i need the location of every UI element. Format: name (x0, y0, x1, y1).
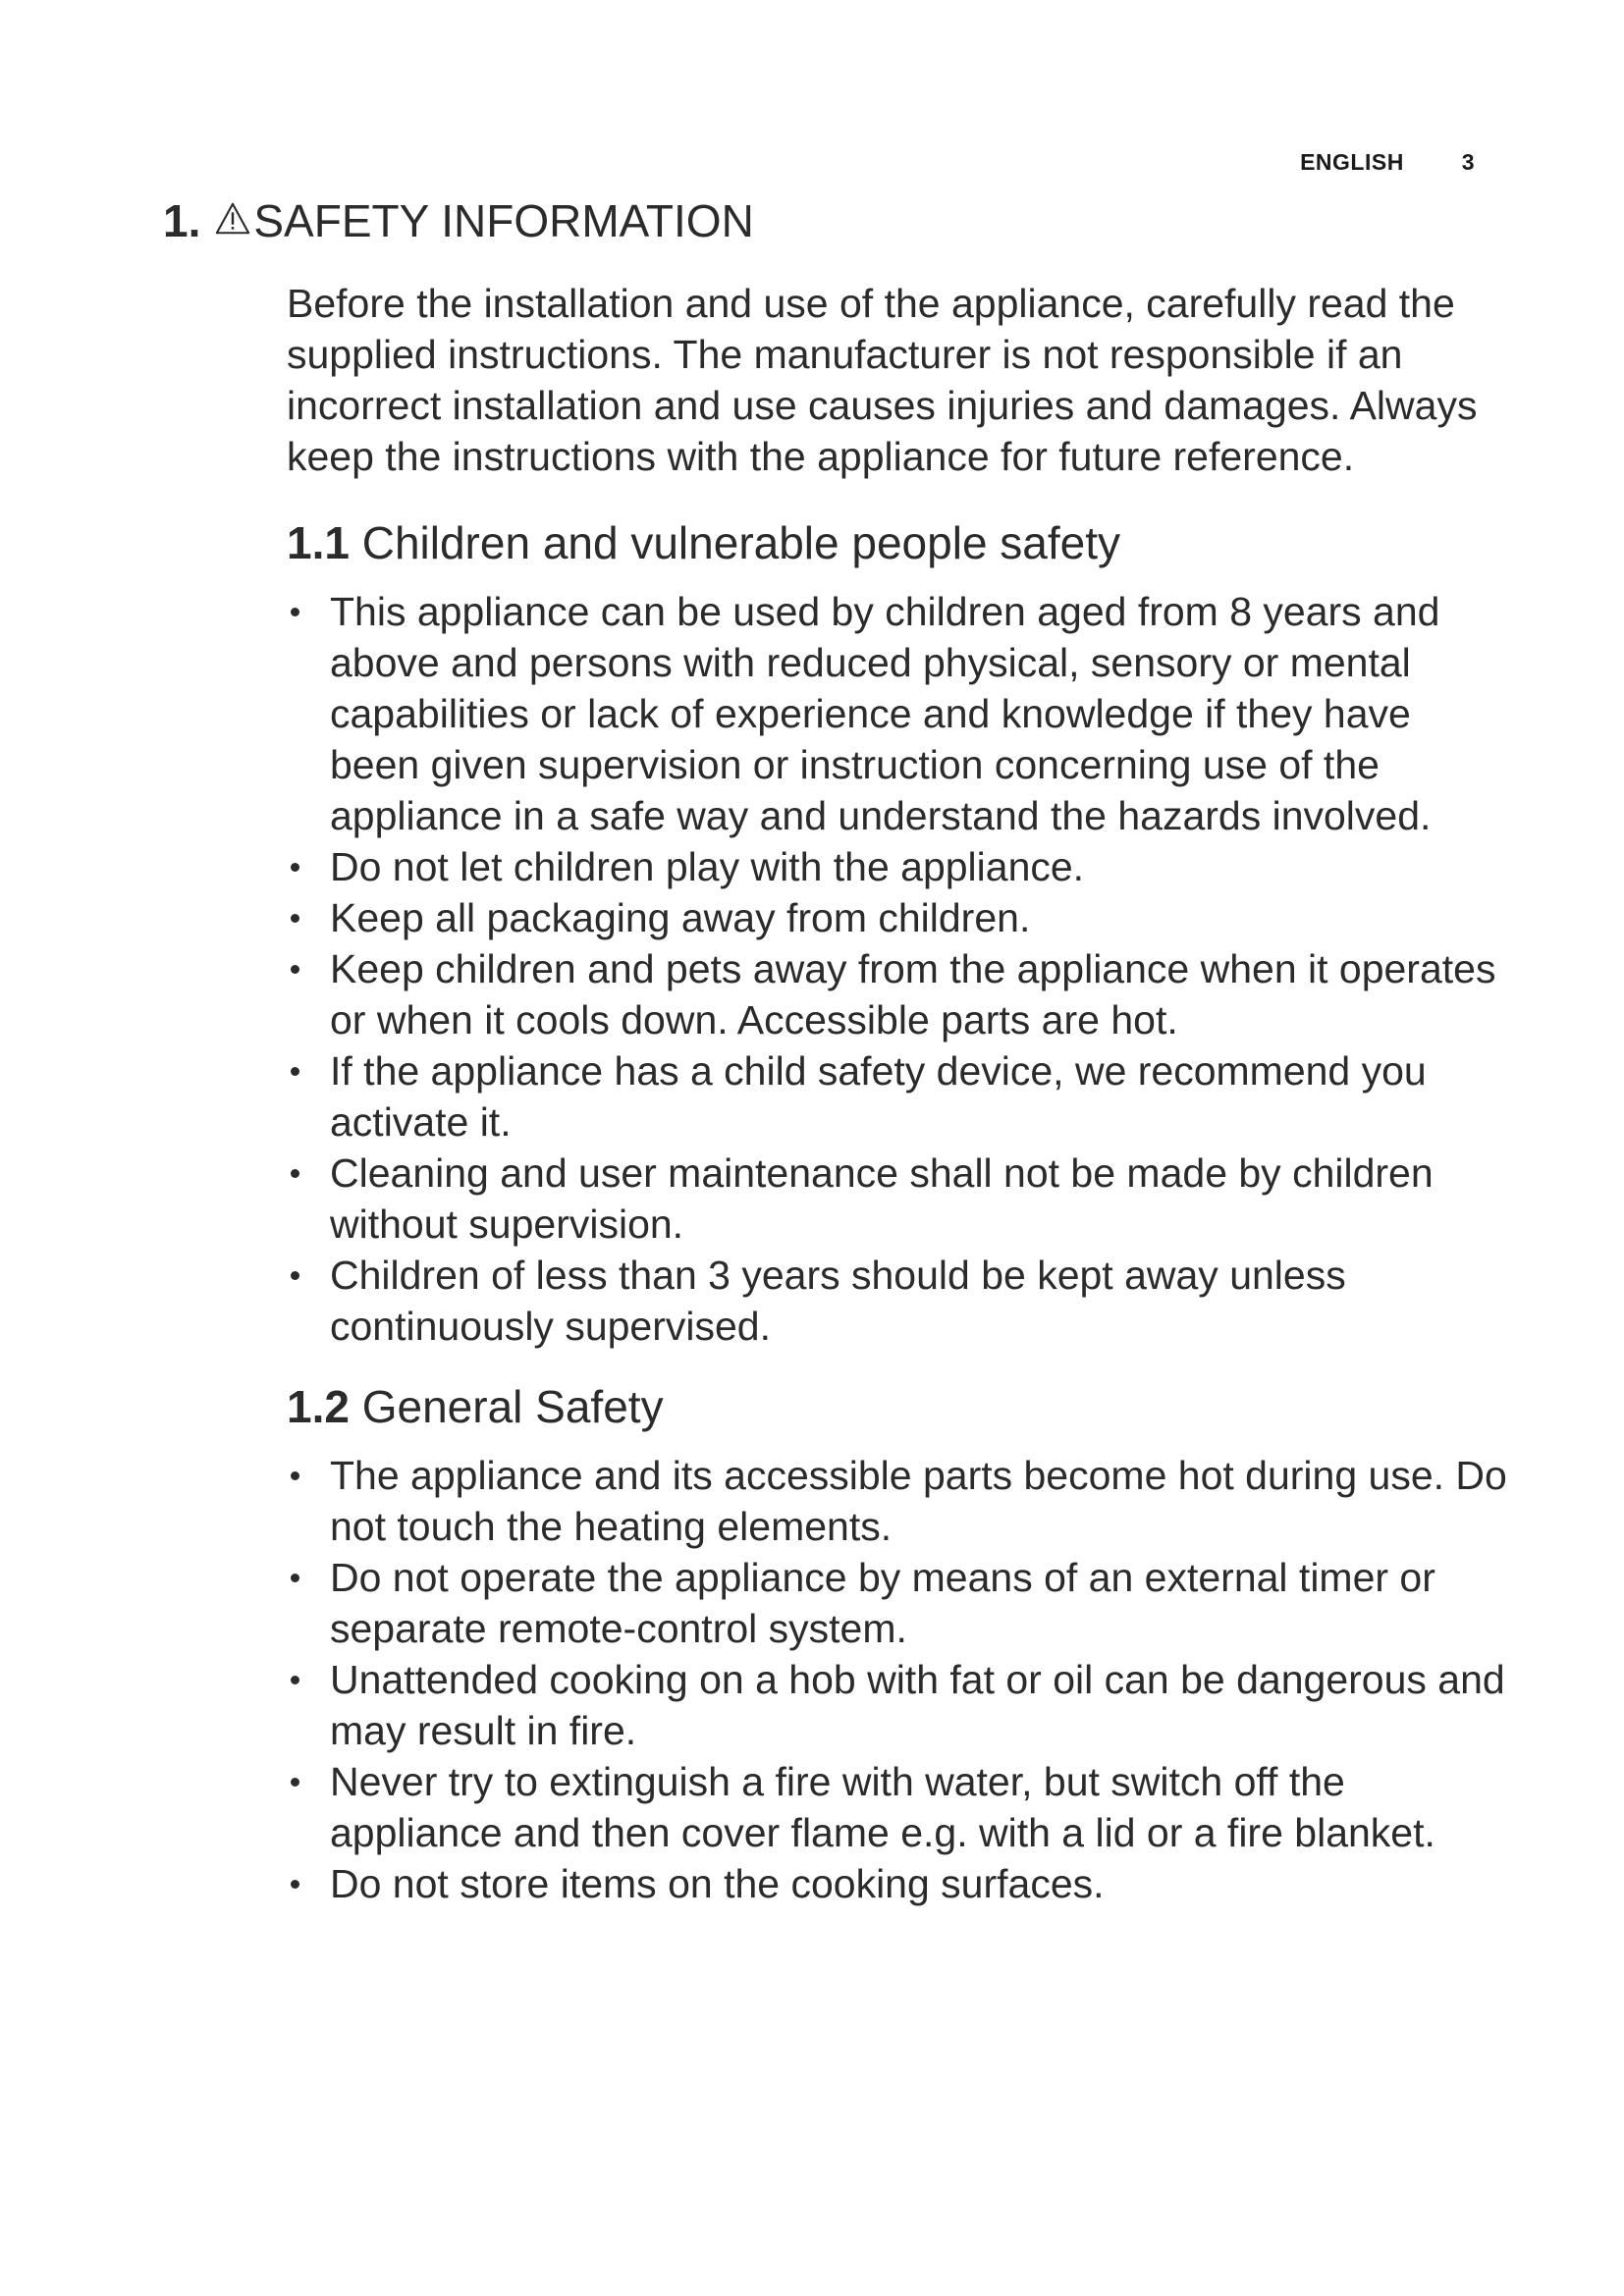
bullet-icon (291, 1471, 299, 1480)
section-title-1-2 (287, 1379, 1494, 1434)
section-title-text: General Safety (361, 1381, 664, 1432)
running-header (1300, 149, 1475, 176)
list-item: Do not operate the appliance by means of an external timer or separate remote-control system. (287, 1552, 1508, 1654)
list-item: Never try to extinguish a fire with water, but switch off the appliance and then cover flame e.g. with a lid or a fire blanket. (287, 1756, 1508, 1858)
children-safety-list (287, 586, 1494, 1352)
section-title-1-1 (287, 515, 1494, 570)
list-item: Children of less than 3 years should be kept away unless continuously supervised. (287, 1250, 1508, 1352)
bullet-icon (291, 1880, 299, 1889)
chapter-number: 1. (163, 195, 201, 246)
bullet-icon (291, 1169, 299, 1178)
bullet-icon (291, 863, 299, 872)
main-content (287, 278, 1507, 1909)
list-item: Do not store items on the cooking surfaces. (287, 1858, 1508, 1909)
language-label: ENGLISH (1300, 149, 1404, 175)
chapter-title (163, 194, 754, 247)
bullet-icon (291, 1574, 299, 1582)
chapter-title-text: SAFETY INFORMATION (253, 195, 754, 246)
page-number: 3 (1461, 149, 1475, 175)
bullet-icon (291, 608, 299, 616)
list-item: If the appliance has a child safety device, we recommend you activate it. (287, 1045, 1508, 1148)
section-title-text: Children and vulnerable people safety (361, 517, 1121, 568)
section-number: 1.2 (287, 1381, 350, 1432)
bullet-icon (291, 1778, 299, 1787)
list-item: The appliance and its accessible parts become hot during use. Do not touch the heating elements. (287, 1450, 1508, 1552)
list-item: Keep all packaging away from children. (287, 892, 1508, 943)
intro-paragraph: Before the installation and use of the appliance, carefully read the supplied instructions. The manufacturer is not responsible if an incorrect installation and use causes injuries and damages. Always keep the instructions with the appliance for future reference. (287, 281, 1478, 479)
bullet-icon (291, 914, 299, 923)
section-number: 1.1 (287, 517, 350, 568)
list-item: Unattended cooking on a hob with fat or oil can be dangerous and may result in fire. (287, 1654, 1508, 1756)
general-safety-list (287, 1450, 1507, 1909)
bullet-icon (291, 1067, 299, 1076)
warning-triangle-icon (214, 200, 251, 238)
list-item: Keep children and pets away from the appliance when it operates or when it cools down. Accessible parts are hot. (287, 943, 1508, 1045)
bullet-icon (291, 1271, 299, 1280)
list-item: Do not let children play with the appliance. (287, 841, 1508, 892)
list-item: Cleaning and user maintenance shall not be made by children without supervision. (287, 1148, 1508, 1250)
bullet-icon (291, 1676, 299, 1684)
bullet-icon (291, 965, 299, 974)
list-item: This appliance can be used by children aged from 8 years and above and persons with reduced physical, sensory or mental capabilities or lack of experience and knowledge if they have been given supervision or instruction concerning use of the appliance in a safe way and understand the hazards involved. (287, 586, 1508, 841)
